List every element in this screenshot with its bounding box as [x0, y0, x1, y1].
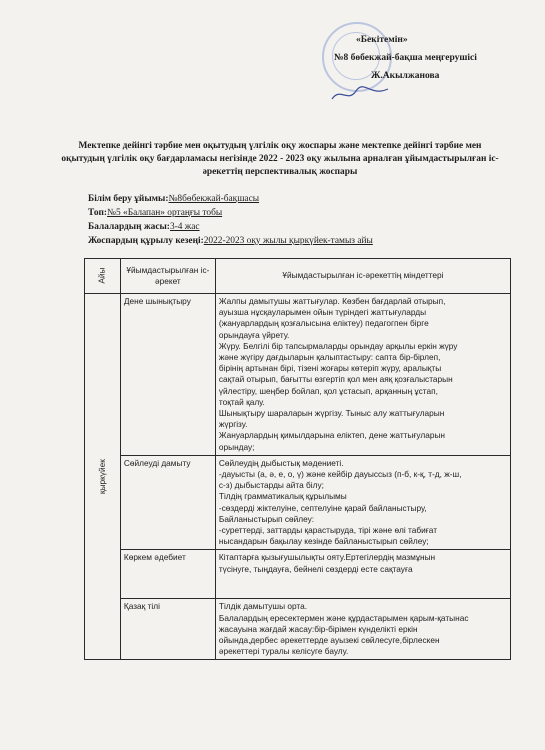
header-tasks: Ұйымдастырылған іс-әрекеттің міндеттері: [215, 259, 510, 294]
activity-cell: Сөйлеуді дамыту: [120, 455, 215, 550]
approval-line-1: «Бекітемін»: [356, 35, 408, 45]
month-cell: қыркүйек: [85, 294, 121, 660]
activity-cell: Көркем әдебиет: [120, 550, 215, 599]
header-month: Айы: [85, 259, 121, 294]
approval-block: [316, 31, 526, 85]
table-row: [85, 294, 511, 456]
info-line-age: Балалардың жасы:3-4 жас: [88, 222, 200, 232]
signature: [330, 83, 390, 103]
document-title: Мектепке дейінгі тәрбие мен оқытудың үлгілік оқу жоспары және мектепке дейінгі тәрбие мен оқытудың үлгілік оқу бағдарламасы негізінде 2022 - 2023 оқу жылына арналған ұйымдастырылған іс-әрекеттің перспективалық жоспары: [61, 141, 499, 177]
tasks-cell: Сөйлеудің дыбыстық мәдениеті. -дауысты (а, ә, е, о, ү) және кейбір дауыссыз (п-б, к-қ, т-д, ж-ш, с-з) дыбыстарды айта білу; Тілдің грамматикалық құрылымы -сөздерді жіктелуіне, септелуіне қарай байланыстыру, Байланыстырып сөйлеу: -суреттерді, заттарды қарастыруда, тірі және өлі табиғат нысандарын бақылау кезінде байланыстырып сөйлеу;: [215, 455, 510, 550]
approval-line-2: №8 бөбекжай-бақша меңгерушісі: [334, 53, 477, 63]
approval-line-3: Ж.Акылжанова: [371, 71, 440, 81]
info-block: [88, 192, 373, 248]
table-header-row: [85, 259, 511, 294]
info-line-organization: Білім беру ұйымы:№8бөбекжай-бақшасы: [88, 194, 260, 204]
tasks-cell: Кітаптарға қызығушылықты ояту.Ертегілердің мазмұнын түсінуге, тыңдауға, бейнелі сөздерді есте сақтауға: [215, 550, 510, 599]
table-row: [85, 599, 511, 660]
activity-cell: Қазақ тілі: [120, 599, 215, 660]
info-line-period: Жоспардың құрылу кезеңі:2022-2023 оқу жылы қыркүйек-тамыз айы: [88, 236, 373, 246]
tasks-cell: Тілдік дамытушы орта. Балалардың ересектермен және құрдастарымен қарым-қатынас жасауына жағдай жасау:бір-бірімен күнделікті еркін ойында,дербес әрекеттерде ауызекі сөйлесуге,бірлескен әрекеттері туралы келісуге баулу.: [215, 599, 510, 660]
table-row: [85, 455, 511, 550]
activity-cell: Дене шынықтыру: [120, 294, 215, 456]
table-row: [85, 550, 511, 599]
plan-table: [84, 258, 511, 660]
header-activity: Ұйымдастырылған іс-әрекет: [120, 259, 215, 294]
tasks-cell: Жалпы дамытушы жаттығулар. Көзбен бағдарлай отырып, ауызша нұсқауларымен ойын түріндегі жаттығуларды (жануарлардың қозғалысына еліктеу) педагогпен бірге орындауға үйрету. Жүру. Белгілі бір тапсырмаларды орындау арқылы еркін жүру және жүгіру дағдыларын қалыптастыру: сапта бір-бірлеп, бірінің артынан бірі, тізені жоғары көтеріп жүру, аралықты сақтай отырып, бағытты өзгертіп қол мен аяқ қозғалыстарын үйлестіру, шеңбер бойлап, қол ұстасып, арқанның ұстап, тоқтай қалу. Шынықтыру шараларын жүргізу. Тыныс алу жаттығуларын жүргізу. Жануарлардың қимылдарына еліктеп, дене жаттығуларын орындау;: [215, 294, 510, 456]
info-line-group: Топ:№5 «Балапан» ортаңғы тобы: [88, 208, 223, 218]
